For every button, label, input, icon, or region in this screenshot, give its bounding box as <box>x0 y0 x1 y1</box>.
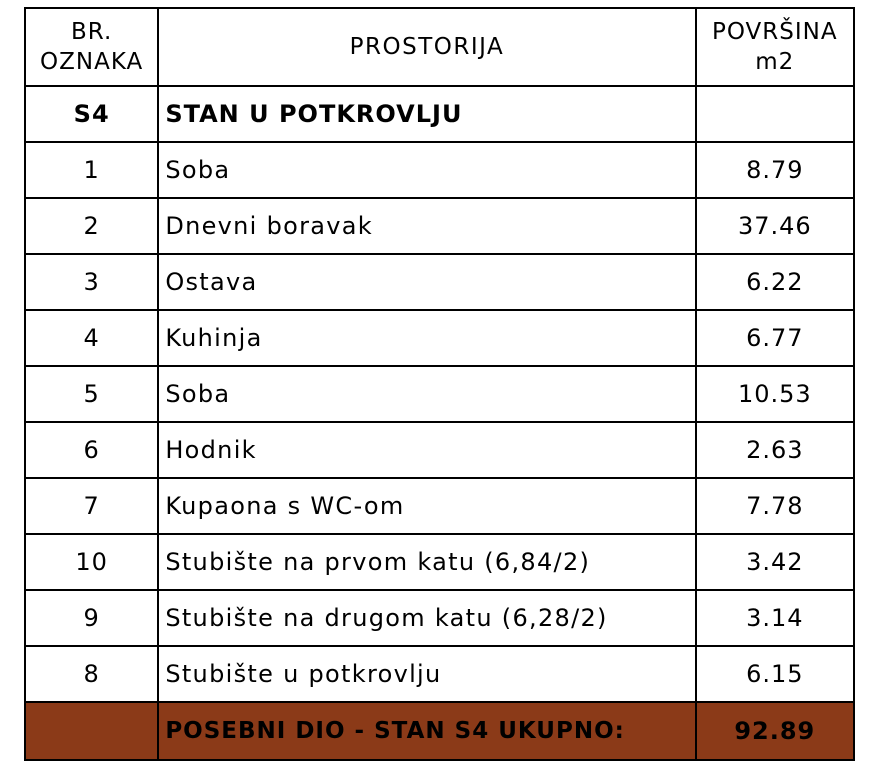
header-number-line2: OZNAKA <box>40 49 144 75</box>
room-name: Hodnik <box>158 422 695 478</box>
table-row <box>25 254 854 310</box>
total-empty-cell <box>25 702 158 760</box>
room-area: 2.63 <box>696 422 854 478</box>
room-area: 8.79 <box>696 142 854 198</box>
unit-row <box>25 86 854 142</box>
table-row <box>25 198 854 254</box>
room-area: 6.77 <box>696 310 854 366</box>
room-number: 9 <box>25 590 158 646</box>
room-area-table <box>24 7 855 761</box>
room-name: Stubište na drugom katu (6,28/2) <box>158 590 695 646</box>
room-name: Dnevni boravak <box>158 198 695 254</box>
table-row <box>25 310 854 366</box>
room-number: 5 <box>25 366 158 422</box>
total-row <box>25 702 854 760</box>
room-name: Kupaona s WC-om <box>158 478 695 534</box>
table-row <box>25 478 854 534</box>
room-number: 2 <box>25 198 158 254</box>
header-area-line1: POVRŠINA <box>711 19 838 45</box>
table-row <box>25 534 854 590</box>
room-number: 1 <box>25 142 158 198</box>
room-area: 37.46 <box>696 198 854 254</box>
room-area: 6.15 <box>696 646 854 702</box>
room-number: 3 <box>25 254 158 310</box>
room-number: 10 <box>25 534 158 590</box>
room-number: 4 <box>25 310 158 366</box>
table-header-row <box>25 8 854 86</box>
table-row <box>25 590 854 646</box>
total-value: 92.89 <box>696 702 854 760</box>
table-row <box>25 142 854 198</box>
room-name: Kuhinja <box>158 310 695 366</box>
room-area: 10.53 <box>696 366 854 422</box>
unit-code: S4 <box>25 86 158 142</box>
room-name: Ostava <box>158 254 695 310</box>
room-number: 8 <box>25 646 158 702</box>
room-number: 6 <box>25 422 158 478</box>
room-number: 7 <box>25 478 158 534</box>
unit-name: STAN U POTKROVLJU <box>158 86 695 142</box>
room-name: Soba <box>158 366 695 422</box>
header-room-label: PROSTORIJA <box>349 34 505 60</box>
room-area: 3.14 <box>696 590 854 646</box>
unit-area-empty <box>696 86 854 142</box>
room-name: Stubište u potkrovlju <box>158 646 695 702</box>
header-area-cell <box>696 8 854 86</box>
room-area: 7.78 <box>696 478 854 534</box>
table-row <box>25 366 854 422</box>
header-room-cell <box>158 8 695 86</box>
header-number-line1: BR. <box>71 19 113 45</box>
room-area: 3.42 <box>696 534 854 590</box>
table-row <box>25 646 854 702</box>
total-label: POSEBNI DIO - STAN S4 UKUPNO: <box>158 702 695 760</box>
room-area: 6.22 <box>696 254 854 310</box>
header-number-cell <box>25 8 158 86</box>
table-row <box>25 422 854 478</box>
header-area-line2: m2 <box>755 49 795 75</box>
room-name: Soba <box>158 142 695 198</box>
room-name: Stubište na prvom katu (6,84/2) <box>158 534 695 590</box>
